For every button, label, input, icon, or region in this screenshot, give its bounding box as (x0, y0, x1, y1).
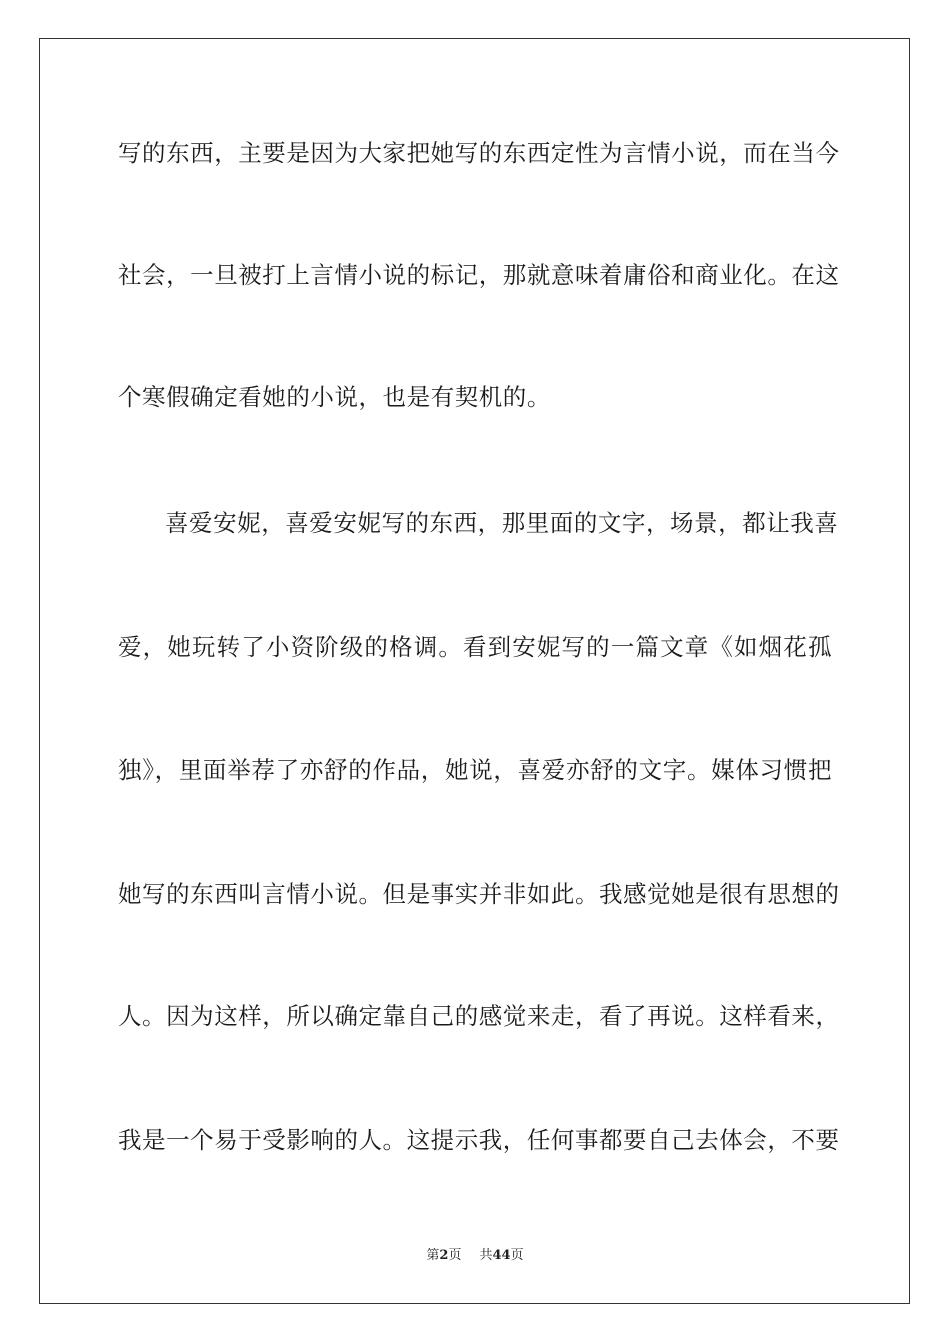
body-text-line-2: 社会，一旦被打上言情小说的标记，那就意味着庸俗和商业化。在这 (118, 261, 840, 289)
page-label-suffix: 页 (448, 1248, 462, 1263)
body-text-line-8: 人。因为这样，所以确定靠自己的感觉来走，看了再说。这样看来， (118, 1002, 840, 1030)
total-label-suffix: 页 (510, 1248, 524, 1263)
body-text-line-7: 她写的东西叫言情小说。但是事实并非如此。我感觉她是很有思想的 (118, 880, 840, 908)
body-text-line-3: 个寒假确定看她的小说，也是有契机的。 (118, 383, 551, 411)
body-text-line-4-paragraph-start: 喜爱安妮，喜爱安妮写的东西，那里面的文字，场景，都让我喜 (165, 509, 839, 537)
page-footer (0, 1246, 950, 1266)
body-text-line-9: 我是一个易于受影响的人。这提示我，任何事都要自己去体会，不要 (118, 1126, 840, 1154)
page-label-prefix: 第 (426, 1248, 440, 1263)
total-pages: 44 (492, 1248, 511, 1263)
total-label-prefix: 共 (479, 1248, 493, 1263)
body-text-line-1: 写的东西，主要是因为大家把她写的东西定性为言情小说，而在当今 (118, 139, 840, 167)
page-border (39, 38, 910, 1304)
body-text-line-5: 爱，她玩转了小资阶级的格调。看到安妮写的一篇文章《如烟花孤 (118, 633, 832, 661)
page-number: 2 (439, 1248, 449, 1263)
body-text-line-6: 独》，里面举荐了亦舒的作品，她说，喜爱亦舒的文字。媒体习惯把 (118, 756, 832, 784)
